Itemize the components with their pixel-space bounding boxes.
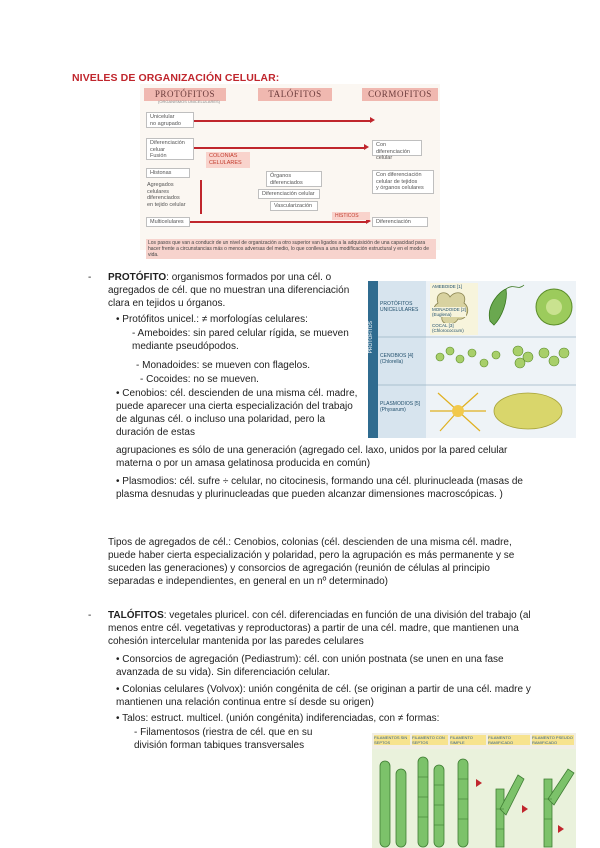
fig2-header-4: FILAMENTO RAMIFICADO — [488, 735, 530, 745]
fig1-row2-label: CENOBIOS [4] (Chlorella) — [380, 353, 414, 365]
arrow-head-icon — [370, 117, 375, 123]
protofito-cenobios-cont: agrupaciones es sólo de una generación (agregado cel. laxo, unidos por la pared celular materna o por un amasa gelatinosa producida en común) — [116, 445, 508, 470]
protofito-unicel: • Protófitos unicel.: ≠ morfologías celulares: — [116, 314, 308, 325]
box-histico: HISTICOS — [332, 212, 370, 220]
box-multicel: Multicelulares — [146, 217, 190, 227]
arrow-head-icon — [364, 144, 369, 150]
box-histonas: Histonas — [146, 168, 190, 178]
fig1-row3-label: PLASMODIOS [5] (Physarum) — [380, 401, 421, 413]
talofitos-consorcios: • Consorcios de agregación (Pediastrum): cél. con unión postnata (se unen en una fase avanzada de su vida). Sin diferenciación celular. — [116, 654, 504, 679]
box-unicelular: Unicelular no agrupado — [146, 112, 194, 128]
fig2-header-3: FILAMENTO SIMPLE — [450, 735, 486, 745]
list-dash: - — [88, 610, 92, 621]
column-cormofitos: CORMOFITOS — [362, 88, 438, 101]
box-diferenciacion: Diferenciación celuar Fusión — [146, 138, 194, 160]
box-agregados: Agregados celulares diferenciados en tejido celular — [147, 182, 186, 208]
fig1-ameboide-label: AMEBOIDE [1] — [432, 284, 463, 289]
column-talofitos: TALÓFITOS — [258, 88, 332, 101]
coccoid-nucleus — [546, 299, 562, 315]
arrow-bar — [190, 221, 366, 223]
protofitos-figure — [368, 281, 576, 438]
side-band — [368, 281, 378, 438]
protofito-cocoides: - Cocoides: no se mueven. — [140, 374, 259, 385]
box-cormo-bottom: Diferenciación — [372, 217, 428, 227]
protofito-intro — [108, 271, 366, 310]
column-protofitos: PROTÓFITOS — [144, 88, 226, 101]
talofitos-colonias: • Colonias celulares (Volvox): unión congénita de cél. (se originan a partir de una cél. madre y mantienen una relación continua entre sí desde su origen) — [116, 684, 531, 709]
protofito-intro-text: : organismos formados por una cél. o agregados de cél. que no muestran una diferenciación clara en tejidos u órganos. — [108, 272, 350, 310]
agregados-paragraph: Tipos de agregados de cél.: Cenobios, colonias (cél. descienden de una misma cél. madre, puede haber cierta especialización y polaridad, pero la agrupación es más permanente y se suceden las generaciones) y consorcios de agregación (reunión de células al principio separadas e independientes, en general en un nº determinado) — [108, 537, 515, 588]
arrow-bar — [194, 120, 370, 122]
diagram-note: Los pasos que van a conducir de un nivel de organización a otro superior van ligados a la adquisición de una capacidad para hacer frente a circunstancias más o menos adversas del medio, lo que conlleva a una modificación estructural y en el modo de vida. — [146, 239, 436, 259]
box-cormo-top: Con diferenciación celular — [372, 140, 422, 156]
filaments-illustration — [372, 749, 576, 848]
fig1-monadoide-label: MONADOIDE [2] (Euglena) — [432, 307, 467, 317]
euglena-shape — [489, 289, 506, 325]
plasmodium-center — [452, 405, 464, 417]
plasmodium-mass — [494, 393, 562, 429]
protofito-ameboides: - Ameboides: sin pared celular rígida, se mueven mediante pseudópodos. — [132, 328, 349, 353]
cenobio-cells — [436, 346, 569, 368]
talofitos-heading: TALÓFITOS — [108, 610, 164, 621]
box-organos: Órganos diferenciados — [266, 171, 322, 187]
levels-diagram — [140, 84, 440, 258]
fig2-header-1: FILAMENTOS SIN SEPTOS — [374, 735, 410, 745]
flagellum — [506, 285, 524, 289]
arrow-bar — [194, 147, 364, 149]
box-especializacion: Diferenciación celular — [258, 189, 320, 199]
talofitos-talos: • Talos: estruct. multicel. (unión congénita) indiferenciadas, con ≠ formas: — [116, 713, 440, 724]
box-colonias: COLONIAS CELULARES — [206, 152, 250, 168]
fig1-row1-label: PROTÓFITOS UNICELULARES — [380, 301, 419, 313]
vertical-bar — [200, 180, 202, 214]
filaments-figure — [372, 733, 576, 848]
fig1-side-label: PROTÓFITOS — [368, 321, 374, 354]
talofitos-filamentosos: - Filamentosos (riestra de cél. que en su división forman tabiques transversales — [134, 727, 313, 752]
column-protofitos-sub: (ORGANISMOS UNICELULARES) — [158, 99, 221, 104]
box-vascular: Vascularización — [270, 201, 318, 211]
talofitos-intro-text: : vegetales pluricel. con cél. diferenciadas en función de una división del trabajo (al menos entre cél. vegetativas y reproductoras) a partir de una cél. madre, que mantienen una cohesión intercelular mantenida por las paredes celulares — [108, 610, 531, 648]
fig2-header-5: FILAMENTO PSEUDO RAMIFICADO — [532, 735, 573, 745]
protofito-heading: PROTÓFITO — [108, 272, 167, 283]
fig2-header-2: FILAMENTO CON SEPTOS — [412, 735, 448, 745]
list-dash: - — [88, 272, 92, 283]
protofito-cenobios: • Cenobios: cél. descienden de una misma cél. madre, puede aparecer una cierta especialización del trabajo de algunas cél. o incluso una polaridad, pero la duración de estas — [116, 388, 358, 439]
fig1-cocal-label: COCAL [3] (Chlorococcum) — [432, 323, 464, 333]
page-title: NIVELES DE ORGANIZACIÓN CELULAR: — [72, 72, 280, 84]
box-talo-right: Con diferenciación celular de tejidos y órganos celulares — [372, 170, 434, 194]
talofitos-intro — [108, 609, 532, 648]
protofito-monadoides: - Monadoides: se mueven con flagelos. — [136, 360, 310, 371]
protofito-plasmodios: • Plasmodios: cél. sufre ÷ celular, no citocinesis, formando una cél. plurinucleada (masas de plasma desnudas y plurinucleadas que pueden alcanzar dimensiones macroscópicas. ) — [116, 476, 523, 501]
